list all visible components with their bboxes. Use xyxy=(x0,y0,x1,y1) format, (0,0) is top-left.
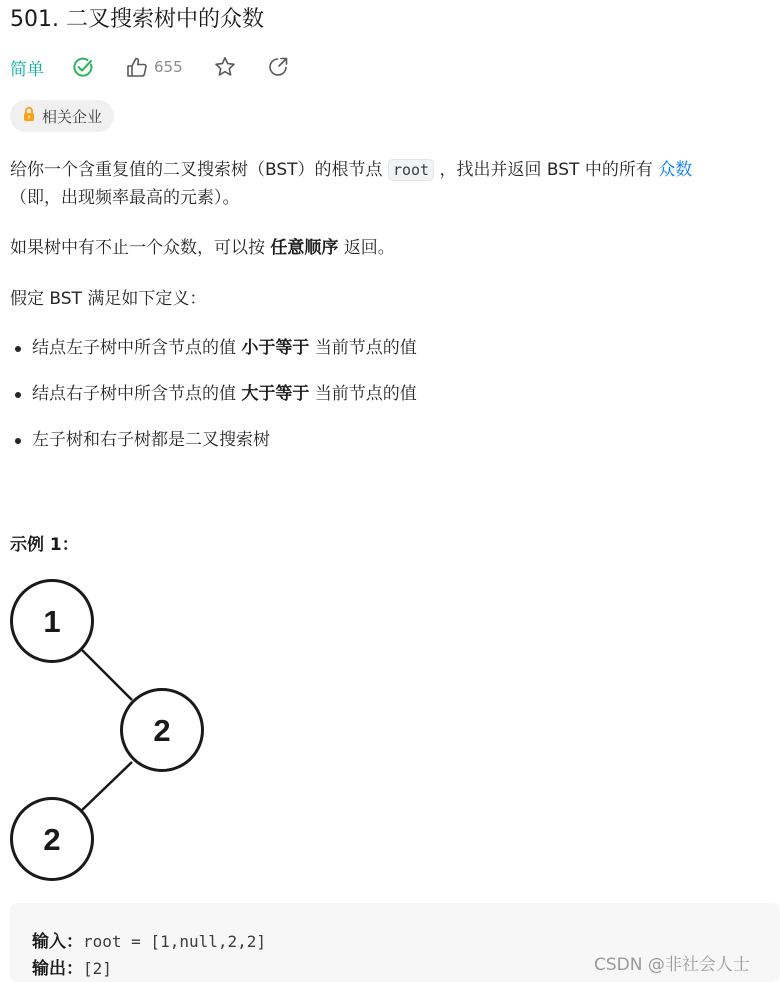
share-icon[interactable] xyxy=(267,56,289,78)
input-value: root = [1,null,2,2] xyxy=(83,932,267,951)
bullet-text: 结点左子树中所含节点的值 xyxy=(32,338,236,358)
thumbs-up-icon xyxy=(126,56,148,78)
tree-node-label: 1 xyxy=(43,604,61,639)
solved-check-icon xyxy=(72,56,94,78)
tree-edge xyxy=(80,762,132,812)
lock-icon xyxy=(22,106,36,126)
bullet-text: 左子树和右子树都是二叉搜索树 xyxy=(32,430,270,450)
tree-edge xyxy=(82,650,132,700)
bst-definition-list xyxy=(10,334,417,472)
example-output-line xyxy=(32,954,112,979)
problem-title: 501. 二叉搜索树中的众数 xyxy=(10,7,264,32)
list-item xyxy=(10,334,417,380)
like-button[interactable] xyxy=(126,56,183,78)
input-label: 输入： xyxy=(32,932,83,952)
description-paragraph-1 xyxy=(10,156,692,185)
difficulty-label: 简单 xyxy=(10,59,44,80)
root-inline-code: root xyxy=(388,159,434,181)
bullet-dot xyxy=(15,438,21,444)
bullet-text-end: 当前节点的值 xyxy=(314,384,417,404)
p2-text-1: 如果树中有不止一个众数，可以按 xyxy=(10,238,265,258)
tree-node-label: 2 xyxy=(153,713,171,748)
bullet-text: 结点右子树中所含节点的值 xyxy=(32,384,236,404)
bullet-bold: 大于等于 xyxy=(241,384,310,404)
p2-text-2: 返回。 xyxy=(343,238,395,258)
favorite-star-icon[interactable] xyxy=(213,55,237,79)
output-label: 输出： xyxy=(32,959,83,979)
bullet-dot xyxy=(15,392,21,398)
related-companies-tag[interactable] xyxy=(10,100,114,132)
output-value: [2] xyxy=(83,959,112,978)
example-input-line xyxy=(32,927,266,952)
bullet-bold: 小于等于 xyxy=(241,338,310,358)
list-item xyxy=(10,380,417,426)
bullet-dot xyxy=(15,346,21,352)
bullet-text-end: 当前节点的值 xyxy=(314,338,417,358)
tree-node-label: 2 xyxy=(43,822,61,857)
list-item xyxy=(10,426,417,472)
mode-link[interactable]: 众数 xyxy=(658,160,693,180)
description-paragraph-2 xyxy=(10,234,395,263)
description-paragraph-1-line2: （即，出现频率最高的元素）。 xyxy=(10,188,240,208)
description-paragraph-3: 假定 BST 满足如下定义： xyxy=(10,289,207,309)
example-title: 示例 1： xyxy=(10,535,79,555)
p1-text-1: 给你一个含重复值的二叉搜索树（BST）的根节点 xyxy=(10,160,383,180)
p2-bold: 任意顺序 xyxy=(270,238,339,258)
tag-label: 相关企业 xyxy=(42,107,103,126)
like-count: 655 xyxy=(154,58,183,76)
problem-meta-bar xyxy=(10,52,289,82)
example-tree-diagram xyxy=(0,570,220,890)
p1-text-2: ，找出并返回 BST 中的所有 xyxy=(439,160,653,180)
csdn-watermark: CSDN @非社会人士 xyxy=(594,955,750,975)
